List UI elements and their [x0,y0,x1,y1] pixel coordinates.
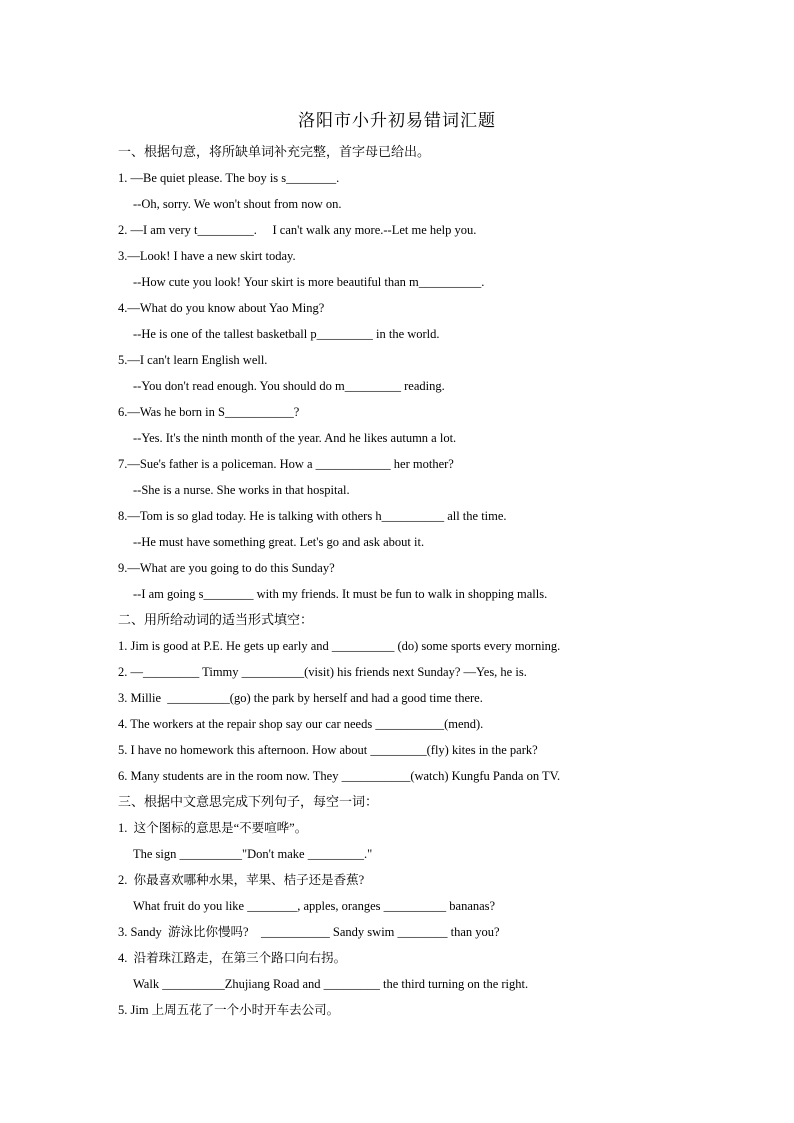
verb-question-5: 5. I have no homework this afternoon. How about _________(fly) kites in the park? [118,743,538,757]
verb-question-4: 4. The workers at the repair shop say our car needs ___________(mend). [118,717,484,731]
translate-answer-4: Walk __________Zhujiang Road and _________ the third turning on the right. [133,977,529,991]
section-heading-2: 二、用所给动词的适当形式填空： [118,612,314,627]
question-3: 3.—Look! I have a new skirt today. [118,249,296,263]
translate-prompt-5: 5. Jim 上周五花了一个小时开车去公司。 [118,1003,340,1017]
translate-question-3: 3. Sandy 游泳比你慢吗? ___________ Sandy swim ________ than you? [118,925,500,939]
question-7: 7.—Sue's father is a policeman. How a ____________ her mother? [118,457,454,471]
translate-answer-2: What fruit do you like ________, apples, oranges __________ bananas? [133,899,496,913]
question-5: 5.—I can't learn English well. [118,353,268,367]
section-heading-1: 一、根据句意，将所缺单词补充完整，首字母已给出。 [118,144,431,159]
verb-question-1: 1. Jim is good at P.E. He gets up early and __________ (do) some sports every morning. [118,639,561,653]
answer-7: --She is a nurse. She works in that hospital. [133,483,350,497]
question-8: 8.—Tom is so glad today. He is talking with others h__________ all the time. [118,509,507,523]
verb-question-6: 6. Many students are in the room now. They ___________(watch) Kungfu Panda on TV. [118,769,561,783]
question-9: 9.—What are you going to do this Sunday? [118,561,335,575]
translate-prompt-1: 1. 这个图标的意思是“不要喧哗”。 [118,821,308,835]
question-6: 6.—Was he born in S___________? [118,405,300,419]
verb-question-2: 2. —_________ Timmy __________(visit) his friends next Sunday? —Yes, he is. [118,665,527,679]
translate-prompt-4: 4. 沿着珠江路走，在第三个路口向右拐。 [118,951,347,965]
answer-5: --You don't read enough. You should do m_________ reading. [133,379,445,393]
translate-prompt-2: 2. 你最喜欢哪种水果，苹果、桔子还是香蕉? [118,873,365,887]
section-heading-3: 三、根据中文意思完成下列句子，每空一词： [118,794,379,809]
translate-answer-1: The sign __________"Don't make _________." [133,847,373,861]
question-1: 1. —Be quiet please. The boy is s________. [118,171,340,185]
question-2: 2. —I am very t_________. I can't walk any more.--Let me help you. [118,223,477,237]
page-title: 洛阳市小升初易错词汇题 [298,111,496,130]
answer-1: --Oh, sorry. We won't shout from now on. [133,197,342,211]
verb-question-3: 3. Millie __________(go) the park by herself and had a good time there. [118,691,483,705]
answer-4: --He is one of the tallest basketball p_________ in the world. [133,327,440,341]
answer-9: --I am going s________ with my friends. It must be fun to walk in shopping malls. [133,587,548,601]
answer-6: --Yes. It's the ninth month of the year. And he likes autumn a lot. [133,431,457,445]
answer-3: --How cute you look! Your skirt is more beautiful than m__________. [133,275,485,289]
question-4: 4.—What do you know about Yao Ming? [118,301,325,315]
answer-8: --He must have something great. Let's go and ask about it. [133,535,425,549]
